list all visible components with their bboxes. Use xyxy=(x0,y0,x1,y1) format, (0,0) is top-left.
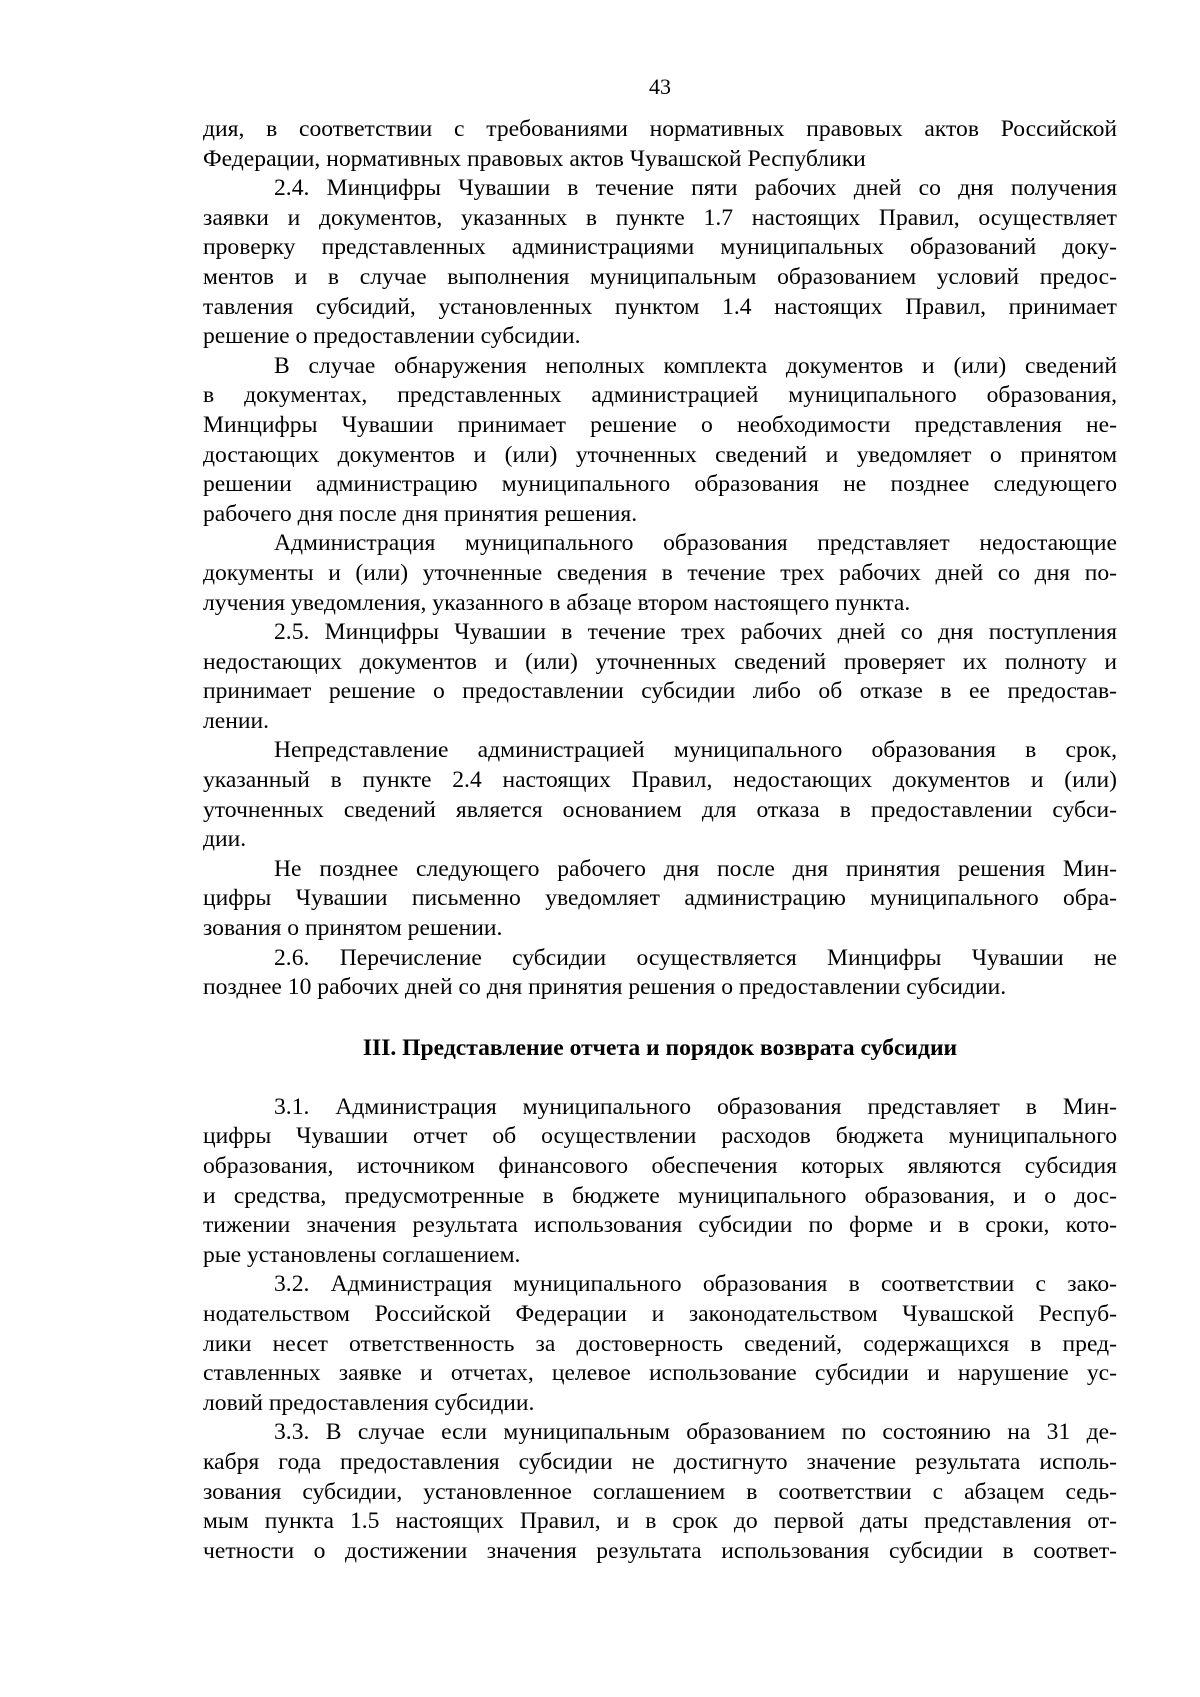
text-line: 3.3. В случае если муниципальным образованием по состоянию на 31 де- xyxy=(274,1419,1117,1446)
text-line: ставленных заявке и отчетах, целевое использование субсидии и нарушение ус- xyxy=(203,1360,1117,1387)
text-line: позднее 10 рабочих дней со дня принятия решения о предоставлении субсидии. xyxy=(203,974,1007,1001)
text-line: зования субсидии, установленное соглашением в соответствии с абзацем седь- xyxy=(203,1478,1117,1505)
paragraph xyxy=(203,529,1117,618)
section-2-text xyxy=(203,115,1117,1003)
text-line: цифры Чувашии письменно уведомляет администрацию муниципального обра- xyxy=(203,885,1117,912)
text-line: решении администрацию муниципального образования не позднее следующего xyxy=(203,471,1117,498)
text-line: зования о принятом решении. xyxy=(203,915,503,942)
text-line: проверку представленных администрациями муниципальных образований доку- xyxy=(203,234,1117,261)
text-line: рабочего дня после дня принятия решения. xyxy=(203,500,638,527)
text-line: Непредставление администрацией муниципального образования в срок, xyxy=(274,737,1117,764)
text-line: ловий предоставления субсидии. xyxy=(203,1389,535,1416)
document-body xyxy=(203,115,1117,1566)
text-line: мым пункта 1.5 настоящих Правил, и в срок до первой даты представления от- xyxy=(203,1508,1117,1535)
text-line: лении. xyxy=(203,707,270,734)
text-line: 3.1. Администрация муниципального образования представляет в Мин- xyxy=(274,1093,1117,1120)
text-line: достающих документов и (или) уточненных сведений и уведомляет о принятом xyxy=(203,441,1117,468)
page-number: 43 xyxy=(649,74,671,99)
text-line: дии. xyxy=(203,826,247,853)
text-line: Не позднее следующего рабочего дня после дня принятия решения Мин- xyxy=(274,855,1117,882)
text-line: тавления субсидий, установленных пунктом 1.4 настоящих Правил, принимает xyxy=(203,293,1117,320)
text-line: лики несет ответственность за достоверность сведений, содержащихся в пред- xyxy=(203,1330,1117,1357)
text-line: четности о достижении значения результата использования субсидии в соответ- xyxy=(203,1537,1117,1564)
text-line: документы и (или) уточненные сведения в течение трех рабочих дней со дня по- xyxy=(203,559,1117,586)
section-3-text xyxy=(203,1093,1117,1567)
text-line: образования, источником финансового обеспечения которых являются субсидия xyxy=(203,1153,1117,1179)
text-line: 3.2. Администрация муниципального образования в соответствии с зако- xyxy=(274,1271,1117,1298)
paragraph xyxy=(203,1418,1117,1566)
text-line: Федерации, нормативных правовых актов Чувашской Республики xyxy=(203,145,866,172)
paragraph xyxy=(203,1270,1117,1418)
text-line: кабря года предоставления субсидии не достигнуто значение результата исполь- xyxy=(203,1448,1117,1475)
text-line: Администрация муниципального образования представляет недостающие xyxy=(274,530,1117,557)
text-line: недостающих документов и (или) уточненных сведений проверяет их полноту и xyxy=(203,648,1117,675)
text-line: рые установлены соглашением. xyxy=(203,1241,521,1268)
document-page xyxy=(203,0,1117,1697)
paragraph xyxy=(203,115,1117,174)
text-line: 2.5. Минцифры Чувашии в течение трех рабочих дней со дня поступления xyxy=(274,619,1117,646)
text-line: лучения уведомления, указанного в абзаце втором настоящего пункта. xyxy=(203,589,911,616)
text-line: тижении значения результата использования субсидии по форме и в сроки, кото- xyxy=(203,1212,1117,1239)
text-line: и средства, предусмотренные в бюджете муниципального образования, и о дос- xyxy=(203,1182,1117,1209)
paragraph xyxy=(203,855,1117,944)
text-line: цифры Чувашии отчет об осуществлении расходов бюджета муниципального xyxy=(203,1123,1117,1150)
text-line: заявки и документов, указанных в пункте 1.7 настоящих Правил, осуществляет xyxy=(203,204,1117,231)
section-heading: III. Представление отчета и порядок возврата субсидии xyxy=(362,1034,958,1061)
paragraph xyxy=(203,352,1117,530)
paragraph xyxy=(203,736,1117,854)
text-line: В случае обнаружения неполных комплекта документов и (или) сведений xyxy=(274,352,1117,379)
text-line: 2.4. Минцифры Чувашии в течение пяти рабочих дней со дня получения xyxy=(274,175,1117,202)
paragraph xyxy=(203,1093,1117,1271)
text-line: дия, в соответствии с требованиями нормативных правовых актов Российской xyxy=(203,116,1117,142)
text-line: в документах, представленных администрацией муниципального образования, xyxy=(203,382,1117,409)
text-line: уточненных сведений является основанием для отказа в предоставлении субси- xyxy=(203,796,1117,823)
text-line: указанный в пункте 2.4 настоящих Правил, недостающих документов и (или) xyxy=(203,767,1117,794)
paragraph xyxy=(203,944,1117,1003)
text-line: 2.6. Перечисление субсидии осуществляется Минцифры Чувашии не xyxy=(274,944,1117,971)
paragraph xyxy=(203,618,1117,736)
paragraph xyxy=(203,174,1117,352)
text-line: ментов и в случае выполнения муниципальным образованием условий предос- xyxy=(203,263,1117,290)
text-line: решение о предоставлении субсидии. xyxy=(203,323,581,350)
text-line: нодательством Российской Федерации и законодательством Чувашской Респуб- xyxy=(203,1300,1117,1327)
text-line: принимает решение о предоставлении субсидии либо об отказе в ее предостав- xyxy=(203,678,1117,705)
text-line: Минцифры Чувашии принимает решение о необходимости представления не- xyxy=(203,411,1117,438)
